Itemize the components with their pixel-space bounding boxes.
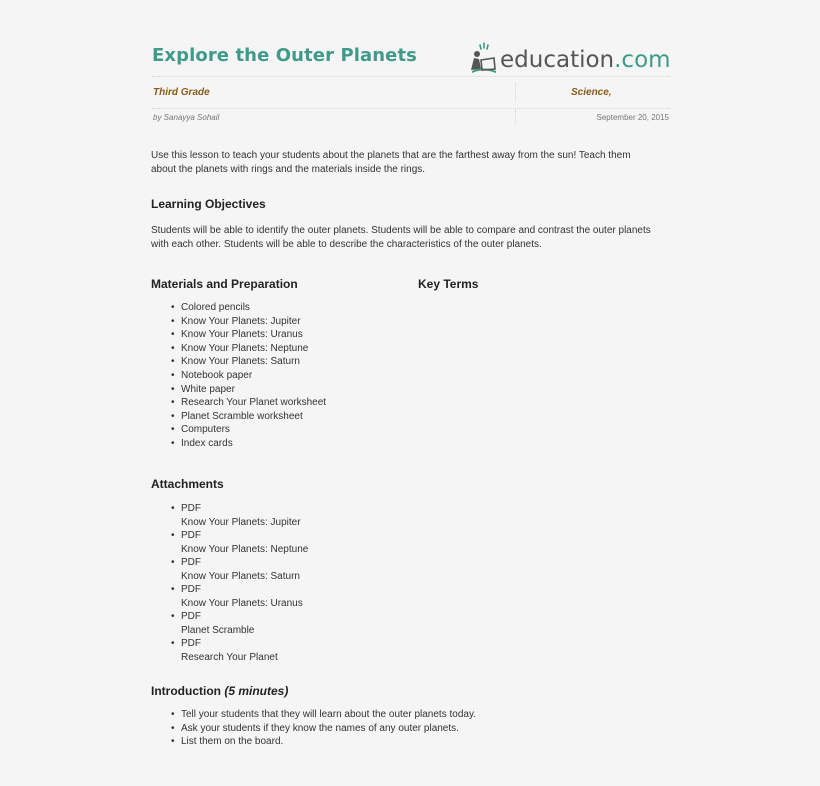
divider xyxy=(515,110,516,124)
list-item: • Know Your Planets: Saturn xyxy=(151,355,326,369)
date-label: September 20, 2015 xyxy=(596,113,669,122)
list-item: • Ask your students if they know the names of any outer planets. xyxy=(151,722,476,736)
introduction-title: Introduction xyxy=(151,684,221,698)
attachment-item[interactable] xyxy=(151,637,308,664)
grade-label: Third Grade xyxy=(153,87,210,98)
list-item: • Research Your Planet worksheet xyxy=(151,396,326,410)
logo-suffix: .com xyxy=(614,47,671,73)
list-item: • Know Your Planets: Neptune xyxy=(151,342,326,356)
attachment-link[interactable]: Planet Scramble xyxy=(181,624,255,636)
attachment-type: PDF xyxy=(181,584,201,595)
education-logo[interactable] xyxy=(468,42,671,74)
attachment-type: PDF xyxy=(181,638,201,649)
list-item: • Tell your students that they will learn about the outer planets today. xyxy=(151,708,476,722)
attachments-heading: Attachments xyxy=(151,477,224,491)
list-item: • White paper xyxy=(151,383,326,397)
book-person-icon xyxy=(468,42,498,74)
learning-objectives-text: Students will be able to identify the outer planets. Students will be able to compare and contrast the outer planets with each other. Students will be able to describe the characteristics of the outer planets. xyxy=(151,225,651,250)
divider xyxy=(152,108,670,109)
attachment-type: PDF xyxy=(181,503,201,514)
attachment-item[interactable] xyxy=(151,556,308,583)
list-item: • Index cards xyxy=(151,437,326,451)
attachment-link[interactable]: Know Your Planets: Neptune xyxy=(181,543,309,555)
attachment-item[interactable] xyxy=(151,502,308,529)
divider xyxy=(152,76,670,77)
author-label: by Sanayya Sohail xyxy=(153,113,220,122)
list-item: • Planet Scramble worksheet xyxy=(151,410,326,424)
attachment-link[interactable]: Know Your Planets: Uranus xyxy=(181,597,303,609)
materials-list xyxy=(151,301,326,451)
page-title: Explore the Outer Planets xyxy=(152,45,417,66)
intro-paragraph: Use this lesson to teach your students about the planets that are the farthest away from the sun! Teach them about the planets with rings and the materials inside the rings. xyxy=(151,150,631,175)
learning-objectives-heading: Learning Objectives xyxy=(151,197,266,211)
attachment-link[interactable]: Research Your Planet xyxy=(181,651,278,663)
introduction-list xyxy=(151,708,476,749)
list-item: • Notebook paper xyxy=(151,369,326,383)
divider xyxy=(515,83,516,101)
introduction-duration: (5 minutes) xyxy=(224,684,289,698)
list-item: • List them on the board. xyxy=(151,735,476,749)
subject-label: Science, xyxy=(571,87,612,98)
attachment-type: PDF xyxy=(181,611,201,622)
attachment-link[interactable]: Know Your Planets: Saturn xyxy=(181,570,300,582)
list-item: • Know Your Planets: Jupiter xyxy=(151,315,326,329)
key-terms-heading: Key Terms xyxy=(418,277,479,291)
list-item: • Know Your Planets: Uranus xyxy=(151,328,326,342)
attachment-item[interactable] xyxy=(151,583,308,610)
list-item: • Computers xyxy=(151,423,326,437)
attachments-list xyxy=(151,502,308,664)
attachment-type: PDF xyxy=(181,557,201,568)
attachment-link[interactable]: Know Your Planets: Jupiter xyxy=(181,516,301,528)
attachment-type: PDF xyxy=(181,530,201,541)
attachment-item[interactable] xyxy=(151,529,308,556)
list-item: • Colored pencils xyxy=(151,301,326,315)
logo-text: education xyxy=(500,47,615,73)
introduction-heading xyxy=(151,684,288,698)
materials-heading: Materials and Preparation xyxy=(151,277,298,291)
attachment-item[interactable] xyxy=(151,610,308,637)
